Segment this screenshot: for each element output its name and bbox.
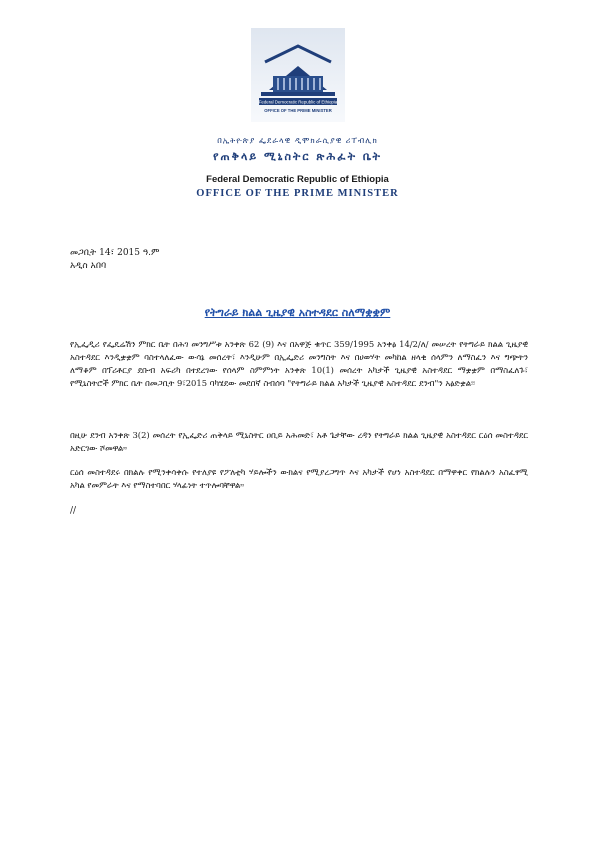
date-block <box>70 247 159 273</box>
svg-text:OFFICE OF THE PRIME MINISTER: OFFICE OF THE PRIME MINISTER <box>263 108 332 113</box>
letterhead-amharic-republic: በኢትዮጵያ ፌደራላዊ ዲሞክራሲያዊ ሪፐብሊክ <box>217 136 378 145</box>
closing-mark: // <box>70 506 77 516</box>
prime-minister-office-emblem <box>251 28 345 122</box>
letterhead-english-republic: Federal Democratic Republic of Ethiopia <box>206 174 389 185</box>
svg-text:Federal Democratic Republic of: Federal Democratic Republic of Ethiopia <box>258 99 337 105</box>
body-paragraph-2: በዚሁ ደንብ አንቀጽ 3(2) መሰረት የኢፌድሪ ጠቅላይ ሚኒስትር ዐቢይ አሕመድ፣ አቶ ጌታቸው ረዳን የትግራይ ክልል ጊዜያዊ አስተዳደር ርዕሰ መስተዳደር አድርገው ሾመዋል። <box>70 430 528 453</box>
letterhead-english-office: OFFICE OF THE PRIME MINISTER <box>196 188 399 199</box>
body-paragraph-1: የኢፌዲሪ የፌዴሬሽን ምክር ቤት በሕገ መንግሥቱ አንቀጽ 62 (9) እና በአዋጅ ቁጥር 359/1995 አንቀፅ 14/2/ለ/ መሠረት የትግራይ ክልል ጊዜያዊ አስተዳደር እንዲቋቋም ባስተላለፈው ውሳኔ መሰረት፣ እንዲሁም በኢፌድሪ መንግስት እና በሀወሃት መካከል ዘላቂ ሰላምን ለማስፈን እና ግጭትን ለማቆም በፕሪቶርያ ደቡብ አፍሪካ በተደረገው የሰላም ስምምነት አንቀጽ 10(1) መሰረት አካታች ጊዜያዊ አስተዳደር ማቋቋም በማስፈለጉ፣ የሚኒስትሮች ምክር ቤት በመጋቢት 9፣2015 ባካሄደው መደበኛ ስብሰባ "የትግራይ ክልል አካታች ጊዜያዊ አስተዳደር ደንብ"ን አፅድቋል፡፡ <box>70 339 528 388</box>
letterhead-amharic-office: የጠቅላይ ሚኒስትር ጽሕፈት ቤት <box>213 150 382 163</box>
letterhead <box>0 28 595 199</box>
letter-city: አዲስ አበባ <box>70 261 107 271</box>
document-title: የትግራይ ክልል ጊዜያዊ አስተዳደር ስለማቋቋም <box>204 306 391 319</box>
body-paragraph-3: ርዕሰ መስተዳደሩ በክልሉ የሚንቀሳቀሱ የተለያዩ የፖለቲካ ሃይሎችን ውክልና የሚያረጋግጥ እና አካታች የሆነ አስተዳደር በማዋቀር የክልሉን አስፈፃሚ አካል የመምራት እና የማስተባበር ሃላፊነት ተጥሎባቸዋል። <box>70 467 528 490</box>
letter-date: መጋቢት 14፣ 2015 ዓ.ም <box>70 248 160 258</box>
